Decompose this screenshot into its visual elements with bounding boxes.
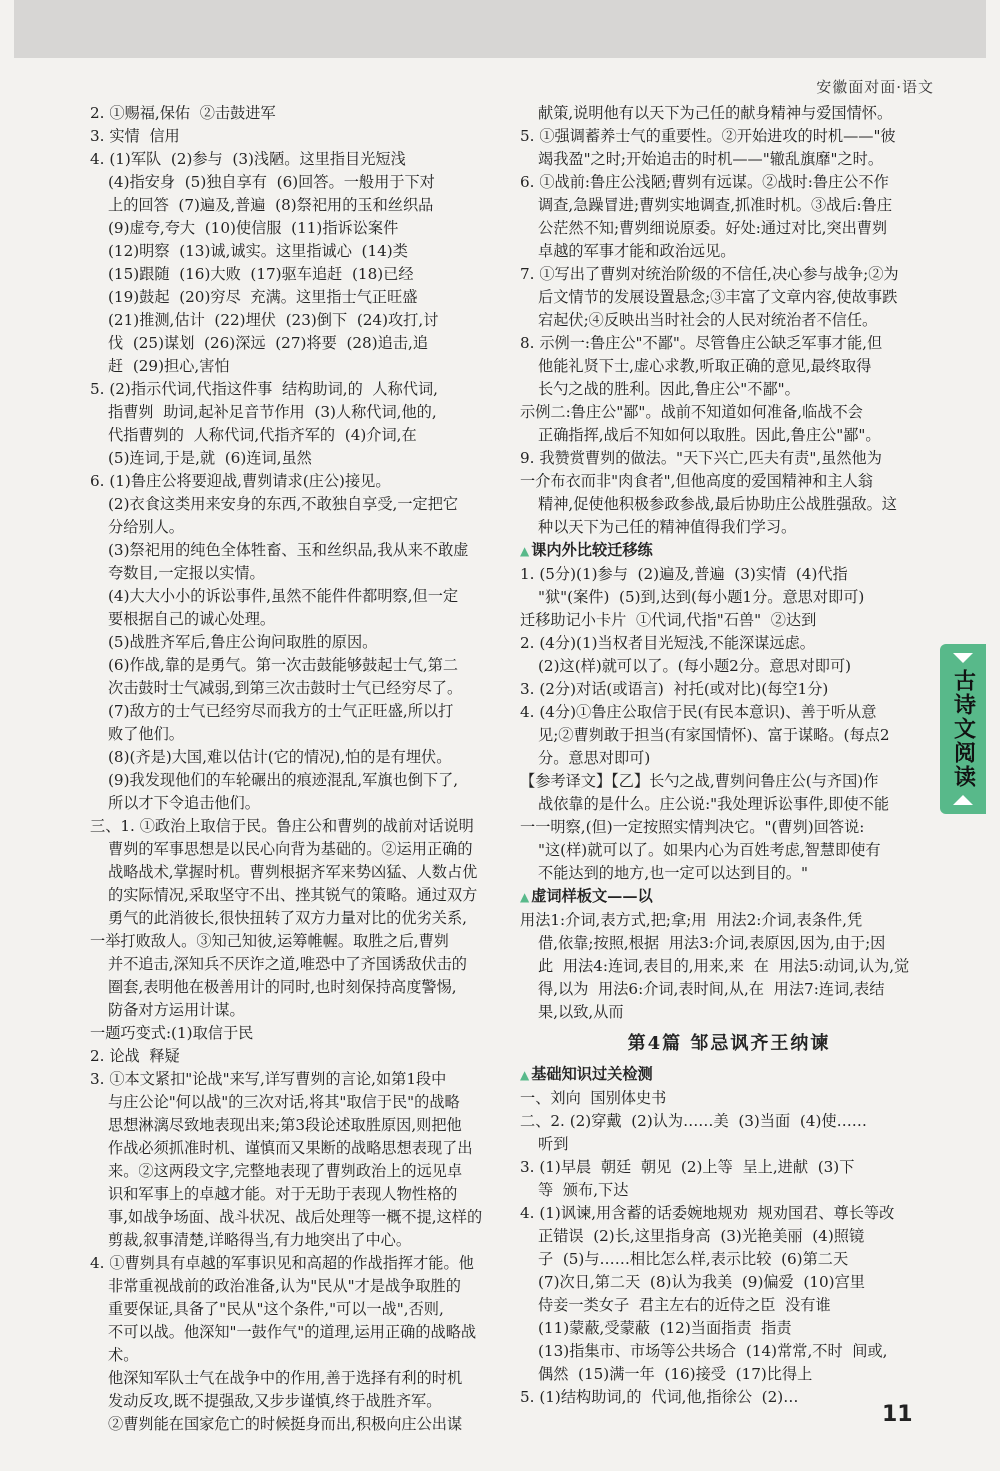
text-line: 战依靠的是什么。庄公说:"我处理诉讼事件,即使不能 [538,795,890,813]
text-line: 来。②这两段文字,完整地表现了曹刿政治上的远见卓 [108,1162,463,1180]
text-line: 发动反攻,既不提强敌,又步步谨慎,终于战胜齐军。 [108,1392,442,1410]
text-line: 圈套,表明他在极善用计的同时,也时刻保持高度警惕, [108,978,457,996]
text-line: 借,依靠;按照,根据 用法3:介词,表原因,因为,由于;因 [538,934,886,952]
text-line: 重要保证,具备了"民从"这个条件,"可以一战",否则, [108,1300,444,1318]
text-line: 4. (1)讽谏,用含蓄的话委婉地规劝 规劝国君、尊长等改 [520,1204,895,1222]
text-line: 分。意思对即可) [538,749,651,767]
text-line: 听到 [538,1135,569,1153]
text-line: 宕起伏;④反映出当时社会的人民对统治者不信任。 [538,311,878,329]
text-line: 败了他们。 [108,725,184,743]
text-line: 3. (1)早晨 朝廷 朝见 (2)上等 呈上,进献 (3)下 [520,1158,855,1176]
text-line: 代指曹刿的 人称代词,代指齐军的 (4)介词,在 [108,426,417,444]
text-line: 等 颁布,下达 [538,1181,629,1199]
text-line: 4. (4分)①鲁庄公取信于民(有民本意识)、善于听从意 [520,703,877,721]
text-line: 调查,急躁冒进;曹刿实地调查,抓准时机。③战后:鲁庄 [538,196,893,214]
text-line: 事,如战争场面、战斗状况、战后处理等一概不提,这样的 [108,1208,483,1226]
page-number: 11 [882,1402,913,1427]
text-line: (13)指集市、市场等公共场合 (14)常常,不时 间或, [538,1342,888,1360]
triangle-icon: ▲ [520,890,530,904]
chapter-title: 第4篇 邹忌讽齐王纳谏 [627,1033,831,1054]
text-line: (3)祭祀用的纯色全体牲畜、玉和丝织品,我从来不敢虚 [108,541,469,559]
text-line: 长勺之战的胜利。因此,鲁庄公"不鄙"。 [538,380,800,398]
text-line: 4. ①曹刿具有卓越的军事识见和高超的作战指挥才能。他 [90,1254,474,1272]
text-line: 的实际情况,采取坚守不出、挫其锐气的策略。通过双方 [108,886,478,904]
text-line: (6)作战,靠的是勇气。第一次击鼓能够鼓起士气,第二 [108,656,459,674]
text-line: 正确指挥,战后不知如何以取胜。因此,鲁庄公"鄙"。 [538,426,881,444]
text-line: (5)战胜齐军后,鲁庄公询问取胜的原因。 [108,633,378,651]
text-line: (7)敌方的士气已经穷尽而我方的士气正旺盛,所以打 [108,702,454,720]
text-line: (9)虚夸,夸大 (10)使信服 (11)指诉讼案件 [108,219,399,237]
text-line: 他能礼贤下士,虚心求教,听取正确的意见,最终取得 [538,357,872,375]
text-line: 后文情节的发展设置悬念;③丰富了文章内容,使故事跌 [538,288,898,306]
text-line: 一举打败敌人。③知己知彼,运筹帷幄。取胜之后,曹刿 [90,932,449,950]
text-line: (11)蒙蔽,受蒙蔽 (12)当面指责 指责 [538,1319,792,1337]
text-line: ②曹刿能在国家危亡的时候挺身而出,积极向庄公出谋 [108,1415,463,1433]
text-line: 8. 示例一:鲁庄公"不鄙"。尽管鲁庄公缺乏军事才能,但 [520,334,883,352]
top-band [14,0,986,58]
text-line: 6. ①战前:鲁庄公浅陋;曹刿有远谋。②战时:鲁庄公不作 [520,173,889,191]
text-line: 正错误 (2)长,这里指身高 (3)光艳美丽 (4)照镜 [538,1227,865,1245]
text-line: 5. ①强调蓄养士气的重要性。②开始进攻的时机——"彼 [520,127,896,145]
text-line: 不可以战。他深知"一鼓作气"的道理,运用正确的战略战术。 [108,1323,477,1364]
text-line: 次击鼓时士气减弱,到第三次击鼓时士气已经穷尽了。 [108,679,463,697]
text-line: 3. ①本文紧扣"论战"来写,详写曹刿的言论,如第1段中 [90,1070,447,1088]
text-line: (2)衣食这类用来安身的东西,不敢独自享受,一定把它 [108,495,459,513]
text-line: 侍妾一类女子 君主左右的近侍之臣 没有谁 [538,1296,831,1314]
triangle-icon: ▲ [520,1068,530,1082]
text-line: 勇气的此消彼长,很快扭转了双方力量对比的优劣关系, [108,909,467,927]
text-line: 指曹刿 助词,起补足音节作用 (3)人称代词,他的, [108,403,437,421]
text-line: 2. ①赐福,保佑 ②击鼓进军 [90,104,276,122]
text-line: 上的回答 (7)遍及,普遍 (8)祭祀用的玉和丝织品 [108,196,434,214]
text-line: 偶然 (15)满一年 (16)接受 (17)比得上 [538,1365,813,1383]
text-line: 用法1:介词,表方式,把;拿;用 用法2:介词,表条件,凭 [520,911,863,929]
text-line: 献策,说明他有以天下为己任的献身精神与爱国情怀。 [538,104,893,122]
text-line: 4. (1)军队 (2)参与 (3)浅陋。这里指目光短浅 [90,150,406,168]
text-line: 9. 我赞赏曹刿的做法。"天下兴亡,匹夫有责",虽然他为 [520,449,882,467]
text-line: 迁移助记小卡片 ①代词,代指"石兽" ②达到 [520,611,817,629]
text-line: 三、1. ①政治上取信于民。鲁庄公和曹刿的战前对话说明 [90,817,474,835]
text-line: 曹刿的军事思想是以民心向背为基础的。②运用正确的 [108,840,473,858]
text-line: 示例二:鲁庄公"鄙"。战前不知道如何准备,临战不会 [520,403,863,421]
text-line: 一题巧变式:(1)取信于民 [90,1024,254,1042]
text-line: 夸数目,一定报以实情。 [108,564,265,582]
text-line: 种以天下为己任的精神值得我们学习。 [538,518,797,536]
section-heading: ▲ 基础知识过关检测 [520,1065,653,1083]
text-line: 非常重视战前的政治准备,认为"民从"才是战争取胜的 [108,1277,461,1295]
right-column [520,102,938,1409]
text-line: 6. (1)鲁庄公将要迎战,曹刿请求(庄公)接见。 [90,472,391,490]
text-line: 此 用法4:连词,表目的,用来,来 在 用法5:动词,认为,觉 [538,957,910,975]
text-line: (2)这(样)就可以了。(每小题2分。意思对即可) [538,657,852,675]
text-line: 竭我盈"之时;开始追击的时机——"辙乱旗靡"之时。 [538,150,884,168]
tab-down-arrow-icon [953,653,973,663]
text-line: 作战必须抓准时机、谨慎而又果断的战略思想表现了出 [108,1139,473,1157]
left-column [90,102,498,1436]
text-line: 要根据自己的诚心处理。 [108,610,276,628]
text-line: 3. 实情 信用 [90,127,180,145]
text-line: 果,以致,从而 [538,1003,624,1021]
text-line: 卓越的军事才能和政治远见。 [538,242,736,260]
text-line: 2. (4分)(1)当权者目光短浅,不能深谋远虑。 [520,634,815,652]
text-line: 识和军事上的卓越才能。对于无助于表现人物性格的 [108,1185,458,1203]
text-line: 思想淋漓尽致地表现出来;第3段论述取胜原因,则把他 [108,1116,462,1134]
section-tab-label: 古诗文阅读 [950,669,976,789]
text-line: 剪裁,叙事清楚,详略得当,有力地突出了中心。 [108,1231,412,1249]
text-line: 分给别人。 [108,518,184,536]
text-line: 5. (2)指示代词,代指这件事 结构助词,的 人称代词, [90,380,438,398]
section-tab[interactable] [940,644,986,814]
text-line: 得,以为 用法6:介词,表时间,从,在 用法7:连词,表结 [538,980,885,998]
text-line: (7)次日,第二天 (8)认为我美 (9)偏爱 (10)宫里 [538,1273,865,1291]
text-line: 并不追击,深知兵不厌诈之道,唯恐中了齐国诱敌伏击的 [108,955,467,973]
text-line: 赶 (29)担心,害怕 [108,357,230,375]
text-line: 2. 论战 释疑 [90,1047,180,1065]
section-heading: ▲ 课内外比较迁移练 [520,541,653,559]
text-line: 与庄公论"何以战"的三次对话,将其"取信于民"的战略 [108,1093,460,1111]
text-line: (21)推测,估计 (22)埋伏 (23)倒下 (24)攻打,讨 [108,311,439,329]
text-line: 所以才下令追击他们。 [108,794,260,812]
text-line: 1. (5分)(1)参与 (2)遍及,普遍 (3)实情 (4)代指 [520,565,848,583]
text-line: (8)(齐是)大国,难以估计(它的情况),怕的是有埋伏。 [108,748,452,766]
text-line: (5)连词,于是,就 (6)连词,虽然 [108,449,312,467]
text-line: 战略战术,掌握时机。曹刿根据齐军来势凶猛、人数占优 [108,863,478,881]
text-line: 见;②曹刿敢于担当(有家国情怀)、富于谋略。(每点2 [538,726,890,744]
text-line: (15)跟随 (16)大败 (17)驱车追赶 (18)已经 [108,265,414,283]
text-line: 二、2. (2)穿戴 (2)认为……美 (3)当面 (4)使…… [520,1112,867,1130]
text-line: 【参考译文】【乙】长勺之战,曹刿问鲁庄公(与齐国)作 [520,772,879,790]
text-line: (4)指安身 (5)独自享有 (6)回答。一般用于下对 [108,173,435,191]
text-line: 精神,促使他积极参政参战,最后协助庄公战胜强敌。这 [538,495,897,513]
text-line: 一介布衣而非"肉食者",但他高度的爱国精神和主人翁 [520,472,873,490]
text-line: "这(样)就可以了。如果内心为百姓考虑,智慧即使有 [538,841,881,859]
text-line: 不能达到的地方,也一定可以达到目的。" [538,864,809,882]
tab-up-arrow-icon [953,795,973,805]
text-line: (4)大大小小的诉讼事件,虽然不能件件都明察,但一定 [108,587,459,605]
page-header: 安徽面对面·语文 [816,78,934,96]
text-line: 他深知军队士气在战争中的作用,善于选择有利的时机 [108,1369,463,1387]
section-heading: ▲ 虚词样板文——以 [520,887,653,905]
text-line: 3. (2分)对话(或语言) 衬托(或对比)(每空1分) [520,680,829,698]
text-line: (19)鼓起 (20)穷尽 充满。这里指士气正旺盛 [108,288,418,306]
text-line: "狱"(案件) (5)到,达到(每小题1分。意思对即可) [538,588,865,606]
text-line: 5. (1)结构助词,的 代词,他,指徐公 (2)… [520,1388,799,1406]
triangle-icon: ▲ [520,544,530,558]
text-line: 公茫然不知;曹刿细说原委。好处:通过对比,突出曹刿 [538,219,888,237]
text-line: 一一明察,(但)一定按照实情判决它。"(曹刿)回答说: [520,818,865,836]
text-line: 7. ①写出了曹刿对统治阶级的不信任,决心参与战争;②为 [520,265,899,283]
text-line: (12)明察 (13)诚,诚实。这里指诚心 (14)类 [108,242,408,260]
text-line: 防备对方运用计谋。 [108,1001,245,1019]
text-line: 子 (5)与……相比怎么样,表示比较 (6)第二天 [538,1250,849,1268]
text-line: (9)我发现他们的车轮碾出的痕迹混乱,军旗也倒下了, [108,771,459,789]
text-line: 伐 (25)谋划 (26)深远 (27)将要 (28)追击,追 [108,334,429,352]
text-line: 一、刘向 国别体史书 [520,1089,667,1107]
